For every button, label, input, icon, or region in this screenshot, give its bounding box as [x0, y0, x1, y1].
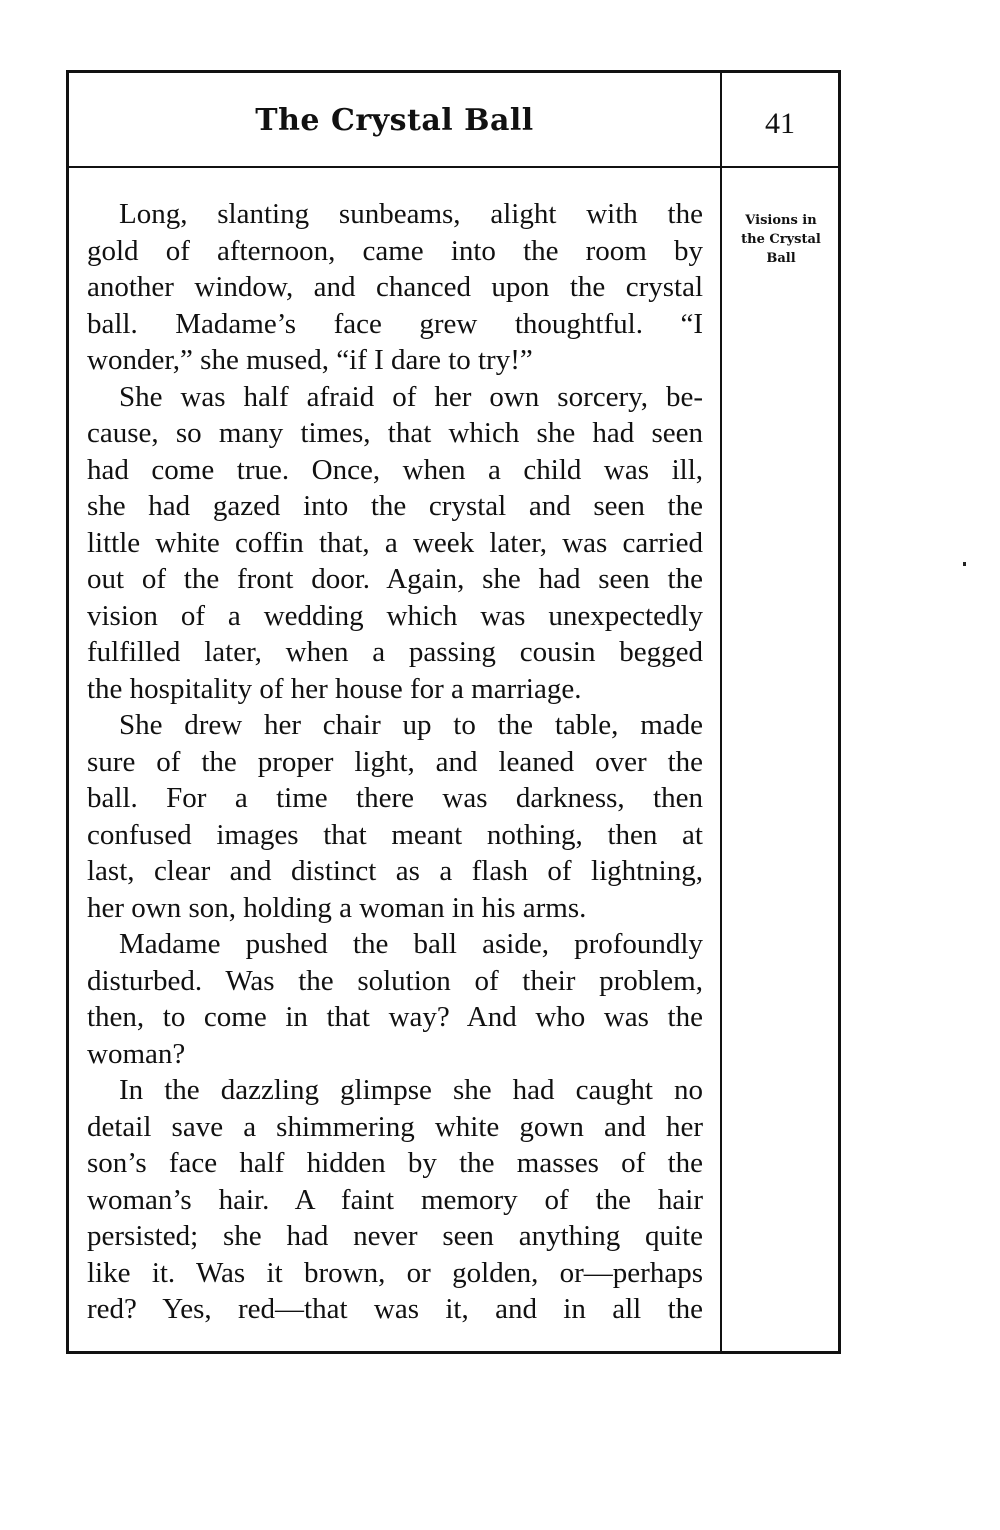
- text-line: she had gazed into the crystal and seen the: [87, 490, 703, 522]
- text-line: wonder,” she mused, “if I dare to try!”: [87, 344, 533, 376]
- text-line: then, to come in that way? And who was the: [87, 1001, 703, 1033]
- text-line: confused images that meant nothing, then at: [87, 818, 703, 851]
- body-text: [87, 196, 703, 1328]
- text-line: In the dazzling glimpse she had caught no: [119, 1074, 703, 1106]
- text-line: She was half afraid of her own sorcery, be-: [119, 380, 703, 413]
- stray-ink-mark: [963, 562, 966, 566]
- text-line: cause, so many times, that which she had seen: [87, 417, 703, 449]
- page-number: 41: [765, 107, 795, 140]
- margin-note-line: Ball: [766, 251, 796, 266]
- text-line: son’s face half hidden by the masses of the: [87, 1147, 703, 1179]
- page-header: [69, 73, 720, 168]
- text-line: woman’s hair. A faint memory of the hair: [87, 1183, 703, 1216]
- text-line: sure of the proper light, and leaned over the: [87, 745, 703, 778]
- text-line: detail save a shimmering white gown and her: [87, 1110, 703, 1143]
- margin-rule: [722, 166, 838, 168]
- text-line: another window, and chanced upon the crystal: [87, 271, 703, 303]
- paragraph: [87, 196, 703, 379]
- margin-note: [728, 211, 834, 268]
- margin-column: [722, 73, 838, 1351]
- text-line: Madame pushed the ball aside, profoundly: [119, 928, 703, 960]
- text-line: last, clear and distinct as a flash of lightning,: [87, 855, 703, 887]
- text-line: disturbed. Was the solution of their problem,: [87, 964, 703, 997]
- paragraph: [87, 1072, 703, 1328]
- page-frame: [66, 70, 841, 1354]
- text-line: fulfilled later, when a passing cousin begged: [87, 636, 703, 668]
- margin-note-line: the Crystal: [741, 232, 821, 247]
- text-line: the hospitality of her house for a marriage.: [87, 672, 582, 705]
- text-line: gold of afternoon, came into the room by: [87, 234, 703, 267]
- text-line: had come true. Once, when a child was ill,: [87, 453, 703, 486]
- text-line: red? Yes, red—that was it, and in all the: [87, 1293, 703, 1325]
- text-line: Long, slanting sunbeams, alight with the: [119, 198, 703, 230]
- running-title: The Crystal Ball: [255, 103, 534, 138]
- text-line: ball. Madame’s face grew thoughtful. “I: [87, 307, 703, 340]
- paragraph: [87, 379, 703, 708]
- text-line: ball. For a time there was darkness, then: [87, 782, 703, 814]
- text-line: She drew her chair up to the table, made: [119, 709, 703, 741]
- text-line: like it. Was it brown, or golden, or—perhaps: [87, 1256, 703, 1289]
- text-line: vision of a wedding which was unexpectedly: [87, 599, 703, 632]
- paragraph: [87, 707, 703, 926]
- text-line: little white coffin that, a week later, was carried: [87, 526, 703, 559]
- text-line: out of the front door. Again, she had seen the: [87, 563, 703, 595]
- paragraph: [87, 926, 703, 1072]
- main-column: [69, 73, 722, 1351]
- text-line: woman?: [87, 1037, 186, 1070]
- text-line: her own son, holding a woman in his arms.: [87, 891, 587, 924]
- margin-note-line: Visions in: [745, 213, 817, 228]
- text-line: persisted; she had never seen anything quite: [87, 1220, 703, 1252]
